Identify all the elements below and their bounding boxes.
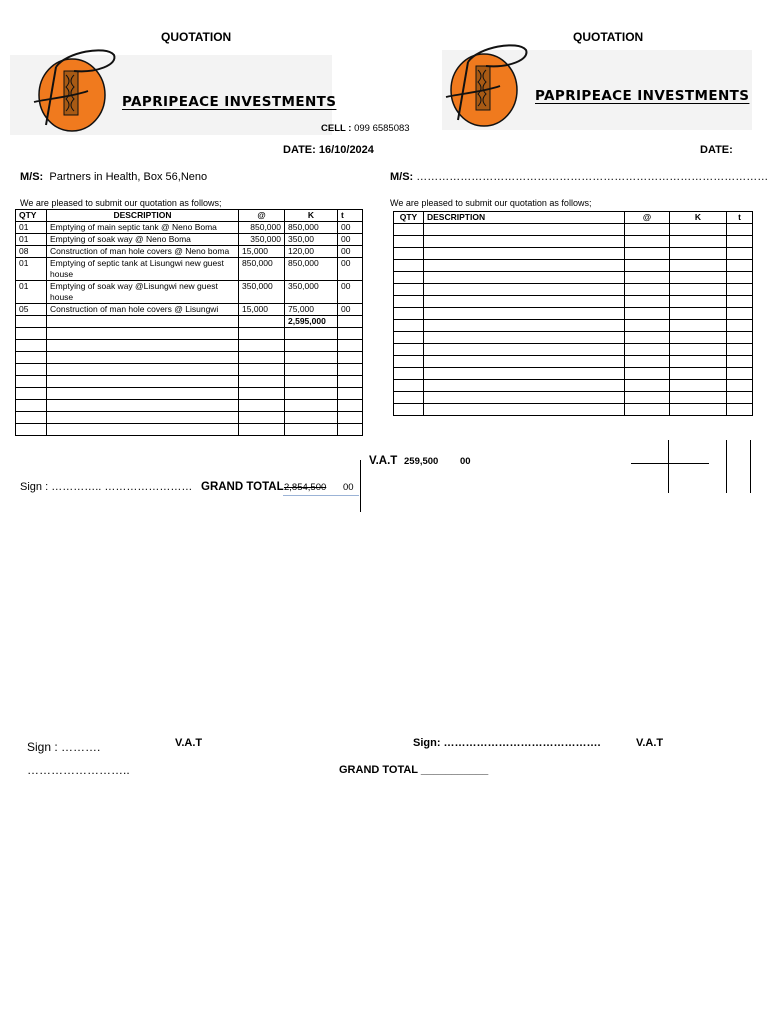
empty-row	[394, 344, 753, 356]
left-sign-line	[20, 481, 192, 493]
tambala-cell: 00	[338, 222, 363, 234]
rate-cell: 15,000	[239, 304, 285, 316]
table-header-row	[394, 212, 753, 224]
left-quotation-table	[15, 209, 363, 436]
date-label: DATE:	[283, 144, 316, 156]
right-quotation-title: QUOTATION	[573, 30, 644, 44]
tambala-cell: 00	[338, 258, 363, 281]
col-tambala-header: t	[338, 210, 363, 222]
table-row	[16, 222, 363, 234]
left-date-line	[283, 144, 374, 156]
table-row	[16, 234, 363, 246]
empty-row	[16, 424, 363, 436]
description-cell: Emptying of main septic tank @ Neno Boma	[47, 222, 239, 234]
cell-number: 099 6585083	[354, 123, 410, 134]
left-vat-value: 259,500	[404, 456, 439, 467]
rate-cell: 850,000	[239, 258, 285, 281]
empty-row	[394, 332, 753, 344]
left-ms-line	[20, 171, 207, 183]
right-date-label: DATE:	[700, 144, 733, 156]
empty-row	[16, 412, 363, 424]
right-intro-text: We are pleased to submit our quotation as follows;	[390, 198, 592, 208]
right-total-divider-1	[668, 440, 669, 493]
footer-sign-left-dots: ……………………..	[27, 763, 130, 777]
left-grand-total-tambala: 00	[343, 482, 354, 493]
footer-grand-total: GRAND TOTAL ___________	[339, 764, 489, 776]
empty-row	[394, 404, 753, 416]
right-company-name: PAPRIPEACE INVESTMENTS	[535, 88, 750, 104]
empty-row	[394, 224, 753, 236]
empty-row	[394, 356, 753, 368]
footer-sign-right: Sign: …………………………………….	[413, 737, 601, 749]
tambala-cell: 00	[338, 281, 363, 304]
empty-row	[394, 392, 753, 404]
table-header-row	[16, 210, 363, 222]
left-vat-label: V.A.T	[369, 455, 398, 467]
right-vat-underline	[631, 463, 709, 464]
empty-row	[394, 260, 753, 272]
col-kwacha-header: K	[285, 210, 338, 222]
empty-row	[16, 328, 363, 340]
empty-row	[16, 352, 363, 364]
table-row	[16, 258, 363, 281]
qty-cell: 08	[16, 246, 47, 258]
qty-cell: 01	[16, 234, 47, 246]
col-rate-header: @	[625, 212, 670, 224]
empty-row	[16, 364, 363, 376]
cell-label: CELL :	[321, 123, 352, 134]
table-row	[16, 304, 363, 316]
subtotal-cell: 2,595,000	[285, 316, 338, 328]
col-qty-header: QTY	[16, 210, 47, 222]
empty-row	[16, 376, 363, 388]
qty-cell: 05	[16, 304, 47, 316]
col-description-header: DESCRIPTION	[424, 212, 625, 224]
tambala-cell: 00	[338, 246, 363, 258]
col-tambala-header: t	[727, 212, 753, 224]
left-grand-total-label: GRAND TOTAL	[201, 481, 284, 493]
left-intro-text: We are pleased to submit our quotation as follows;	[20, 198, 222, 208]
left-cell-line	[321, 123, 410, 134]
empty-row	[394, 296, 753, 308]
empty-row	[16, 340, 363, 352]
qty-cell: 01	[16, 281, 47, 304]
empty-row	[394, 248, 753, 260]
sign-dots: ………….. ……………………	[51, 481, 193, 493]
amount-cell: 120,00	[285, 246, 338, 258]
qty-cell: 01	[16, 258, 47, 281]
rate-cell: 850,000	[239, 222, 285, 234]
date-value: 16/10/2024	[318, 144, 374, 156]
rate-cell: 350,000	[239, 281, 285, 304]
left-quotation-title: QUOTATION	[161, 30, 232, 44]
tambala-cell: 00	[338, 234, 363, 246]
left-grand-total-value: 2,854,500	[284, 482, 327, 493]
rate-cell: 350,000	[239, 234, 285, 246]
empty-row	[394, 236, 753, 248]
col-description-header: DESCRIPTION	[47, 210, 239, 222]
description-cell: Construction of man hole covers @ Lisungwi	[47, 304, 239, 316]
description-cell: Emptying of soak way @ Neno Boma	[47, 234, 239, 246]
amount-cell: 75,000	[285, 304, 338, 316]
description-cell: Construction of man hole covers @ Neno boma	[47, 246, 239, 258]
ms-label: M/S:	[390, 171, 414, 183]
empty-row	[394, 320, 753, 332]
left-company-name: PAPRIPEACE INVESTMENTS	[122, 94, 337, 110]
empty-row	[394, 272, 753, 284]
left-company-logo	[26, 47, 118, 137]
empty-row	[394, 308, 753, 320]
right-ms-line	[390, 171, 768, 183]
empty-row	[16, 388, 363, 400]
ms-recipient: Partners in Health, Box 56,Neno	[49, 171, 208, 183]
sign-label: Sign :	[20, 481, 49, 493]
empty-row	[394, 380, 753, 392]
left-vat-tambala: 00	[460, 456, 471, 467]
empty-row	[394, 368, 753, 380]
footer-vat-right: V.A.T	[636, 737, 664, 749]
right-total-divider-3	[750, 440, 751, 493]
description-cell: Emptying of septic tank at Lisungwi new guest house	[47, 258, 239, 281]
table-row	[16, 246, 363, 258]
amount-cell: 850,000	[285, 258, 338, 281]
footer-sign-left: Sign : ……….	[27, 740, 101, 754]
tambala-cell: 00	[338, 304, 363, 316]
right-total-divider-2	[726, 440, 727, 493]
description-cell: Emptying of soak way @Lisungwi new guest house	[47, 281, 239, 304]
table-row	[16, 281, 363, 304]
subtotal-row	[16, 316, 363, 328]
amount-cell: 350,000	[285, 281, 338, 304]
amount-cell: 350,00	[285, 234, 338, 246]
right-quotation-table	[393, 211, 753, 416]
empty-row	[394, 284, 753, 296]
empty-row	[16, 400, 363, 412]
amount-cell: 850,000	[285, 222, 338, 234]
right-company-logo	[438, 42, 530, 132]
left-total-divider	[360, 460, 361, 512]
col-rate-header: @	[239, 210, 285, 222]
col-qty-header: QTY	[394, 212, 424, 224]
grand-total-underline	[283, 495, 359, 496]
qty-cell: 01	[16, 222, 47, 234]
ms-label: M/S:	[20, 171, 44, 183]
ms-dots: ……………………………………………………………………………………	[416, 171, 768, 183]
col-kwacha-header: K	[670, 212, 727, 224]
rate-cell: 15,000	[239, 246, 285, 258]
footer-vat-left: V.A.T	[175, 737, 203, 749]
